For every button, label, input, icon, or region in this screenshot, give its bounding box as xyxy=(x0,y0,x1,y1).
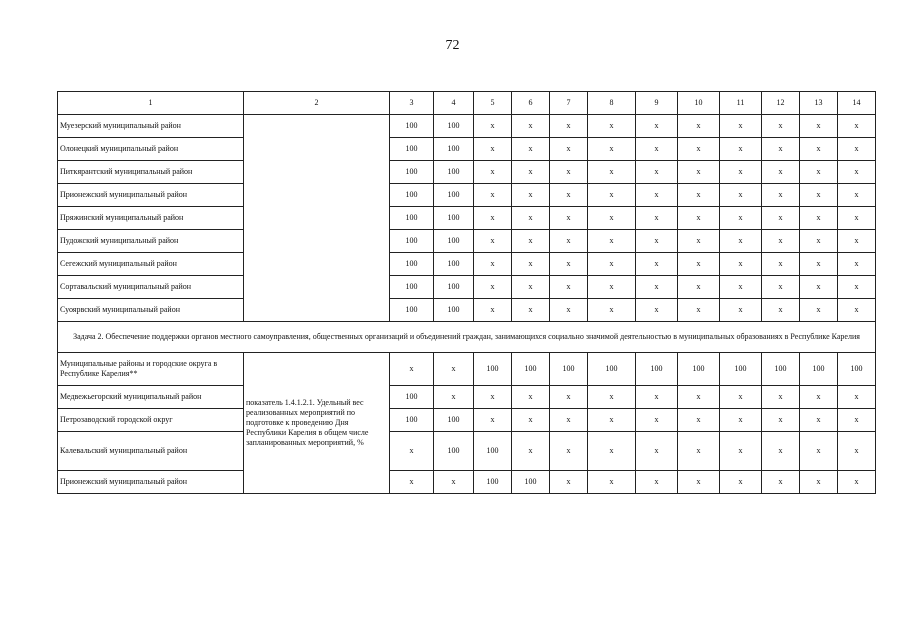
value-cell: х xyxy=(434,386,474,409)
value-cell: х xyxy=(512,207,550,230)
value-cell: х xyxy=(678,184,720,207)
value-cell: х xyxy=(720,386,762,409)
indicator-cell-empty xyxy=(244,115,390,322)
value-cell: х xyxy=(512,409,550,432)
value-cell: х xyxy=(800,161,838,184)
value-cell: х xyxy=(678,386,720,409)
value-cell: х xyxy=(838,386,876,409)
value-cell: х xyxy=(636,253,678,276)
district-name: Пряжинский муниципальный район xyxy=(58,207,244,230)
value-cell: х xyxy=(762,253,800,276)
table-row xyxy=(58,115,876,138)
header-cell: 8 xyxy=(588,92,636,115)
value-cell: х xyxy=(512,115,550,138)
value-cell: х xyxy=(762,409,800,432)
value-cell: х xyxy=(800,276,838,299)
value-cell: 100 xyxy=(390,161,434,184)
value-cell: х xyxy=(512,161,550,184)
value-cell: х xyxy=(762,276,800,299)
value-cell: х xyxy=(678,207,720,230)
value-cell: 100 xyxy=(390,207,434,230)
header-cell: 5 xyxy=(474,92,512,115)
value-cell: 100 xyxy=(434,207,474,230)
table-row xyxy=(58,161,876,184)
task-row xyxy=(58,322,876,353)
value-cell: 100 xyxy=(390,115,434,138)
value-cell: 100 xyxy=(720,353,762,386)
value-cell: х xyxy=(588,138,636,161)
value-cell: х xyxy=(678,115,720,138)
header-cell: 4 xyxy=(434,92,474,115)
value-cell: х xyxy=(720,409,762,432)
value-cell: х xyxy=(474,386,512,409)
value-cell: х xyxy=(838,230,876,253)
district-name: Муниципальные районы и городские округа в Республике Карелия** xyxy=(58,353,244,386)
value-cell: х xyxy=(800,138,838,161)
header-cell: 2 xyxy=(244,92,390,115)
value-cell: х xyxy=(636,184,678,207)
value-cell: 100 xyxy=(512,471,550,494)
value-cell: х xyxy=(636,230,678,253)
table-row xyxy=(58,409,876,432)
header-cell: 6 xyxy=(512,92,550,115)
value-cell: х xyxy=(474,115,512,138)
value-cell: х xyxy=(588,409,636,432)
value-cell: х xyxy=(678,409,720,432)
value-cell: х xyxy=(588,184,636,207)
value-cell: х xyxy=(838,115,876,138)
value-cell: 100 xyxy=(434,432,474,471)
value-cell: х xyxy=(550,471,588,494)
table-row xyxy=(58,207,876,230)
value-cell: х xyxy=(720,207,762,230)
value-cell: х xyxy=(720,276,762,299)
district-name: Прионежский муниципальный район xyxy=(58,184,244,207)
value-cell: х xyxy=(636,138,678,161)
value-cell: х xyxy=(720,299,762,322)
header-cell: 1 xyxy=(58,92,244,115)
value-cell: х xyxy=(550,138,588,161)
value-cell: 100 xyxy=(474,353,512,386)
value-cell: х xyxy=(800,253,838,276)
value-cell: 100 xyxy=(390,386,434,409)
table-row xyxy=(58,386,876,409)
value-cell: х xyxy=(678,253,720,276)
value-cell: х xyxy=(474,230,512,253)
value-cell: х xyxy=(800,115,838,138)
value-cell: 100 xyxy=(474,471,512,494)
table-row xyxy=(58,299,876,322)
value-cell: х xyxy=(838,161,876,184)
table-row xyxy=(58,471,876,494)
header-cell: 13 xyxy=(800,92,838,115)
value-cell: х xyxy=(762,138,800,161)
table-row xyxy=(58,230,876,253)
value-cell: х xyxy=(838,207,876,230)
value-cell: х xyxy=(800,386,838,409)
value-cell: х xyxy=(588,299,636,322)
value-cell: 100 xyxy=(434,115,474,138)
value-cell: 100 xyxy=(678,353,720,386)
district-name: Прионежский муниципальный район xyxy=(58,471,244,494)
value-cell: х xyxy=(588,230,636,253)
value-cell: х xyxy=(678,230,720,253)
value-cell: 100 xyxy=(762,353,800,386)
value-cell: х xyxy=(512,184,550,207)
value-cell: 100 xyxy=(390,138,434,161)
value-cell: 100 xyxy=(390,276,434,299)
value-cell: х xyxy=(588,253,636,276)
value-cell: х xyxy=(636,386,678,409)
value-cell: х xyxy=(550,161,588,184)
value-cell: х xyxy=(550,409,588,432)
value-cell: х xyxy=(720,184,762,207)
header-cell: 12 xyxy=(762,92,800,115)
value-cell: х xyxy=(550,299,588,322)
value-cell: х xyxy=(800,409,838,432)
value-cell: х xyxy=(512,253,550,276)
district-name: Пудожский муниципальный район xyxy=(58,230,244,253)
value-cell: 100 xyxy=(390,299,434,322)
value-cell: 100 xyxy=(434,161,474,184)
value-cell: 100 xyxy=(434,276,474,299)
district-name: Питкярантский муниципальный район xyxy=(58,161,244,184)
value-cell: х xyxy=(636,299,678,322)
value-cell: 100 xyxy=(434,138,474,161)
value-cell: х xyxy=(720,230,762,253)
value-cell: х xyxy=(474,409,512,432)
value-cell: х xyxy=(588,115,636,138)
value-cell: х xyxy=(720,471,762,494)
header-cell: 10 xyxy=(678,92,720,115)
value-cell: х xyxy=(838,276,876,299)
value-cell: х xyxy=(636,161,678,184)
value-cell: х xyxy=(474,207,512,230)
task-title: Задача 2. Обеспечение поддержки органов местного самоуправления, общественных организаций и объединений граждан, занимающихся социально значимой деятельностью в муниципальных образованиях в Республике Карелия xyxy=(58,322,876,353)
value-cell: х xyxy=(588,276,636,299)
district-name: Медвежьегорский муниципальный район xyxy=(58,386,244,409)
value-cell: х xyxy=(474,276,512,299)
value-cell: х xyxy=(720,115,762,138)
value-cell: 100 xyxy=(434,230,474,253)
value-cell: х xyxy=(636,471,678,494)
value-cell: х xyxy=(800,432,838,471)
value-cell: х xyxy=(838,432,876,471)
value-cell: х xyxy=(800,207,838,230)
value-cell: х xyxy=(678,299,720,322)
value-cell: х xyxy=(550,386,588,409)
value-cell: х xyxy=(678,276,720,299)
value-cell: х xyxy=(636,409,678,432)
value-cell: х xyxy=(512,299,550,322)
value-cell: х xyxy=(678,138,720,161)
value-cell: х xyxy=(434,353,474,386)
value-cell: х xyxy=(838,138,876,161)
value-cell: х xyxy=(762,115,800,138)
value-cell: х xyxy=(512,276,550,299)
value-cell: х xyxy=(838,409,876,432)
value-cell: х xyxy=(636,276,678,299)
value-cell: х xyxy=(838,299,876,322)
value-cell: х xyxy=(636,432,678,471)
district-name: Калевальский муниципальный район xyxy=(58,432,244,471)
header-cell: 7 xyxy=(550,92,588,115)
value-cell: х xyxy=(800,471,838,494)
value-cell: 100 xyxy=(636,353,678,386)
indicator-text: показатель 1.4.1.2.1. Удельный вес реализованных мероприятий по подготовке к проведению Дня Республики Карелия в общем числе запланированных мероприятий, % xyxy=(244,353,390,494)
value-cell: х xyxy=(762,386,800,409)
value-cell: х xyxy=(434,471,474,494)
value-cell: х xyxy=(588,432,636,471)
value-cell: х xyxy=(550,432,588,471)
value-cell: х xyxy=(762,299,800,322)
page-number: 72 xyxy=(445,38,460,53)
value-cell: 100 xyxy=(434,184,474,207)
value-cell: х xyxy=(550,253,588,276)
value-cell: х xyxy=(550,184,588,207)
value-cell: х xyxy=(390,471,434,494)
value-cell: х xyxy=(588,161,636,184)
value-cell: х xyxy=(474,184,512,207)
table-row xyxy=(58,184,876,207)
data-table xyxy=(57,91,876,494)
value-cell: 100 xyxy=(434,253,474,276)
header-cell: 9 xyxy=(636,92,678,115)
table-row xyxy=(58,432,876,471)
value-cell: х xyxy=(474,299,512,322)
header-cell: 3 xyxy=(390,92,434,115)
value-cell: х xyxy=(720,253,762,276)
value-cell: х xyxy=(762,184,800,207)
district-name: Олонецкий муниципальный район xyxy=(58,138,244,161)
value-cell: 100 xyxy=(390,184,434,207)
value-cell: х xyxy=(762,230,800,253)
district-name: Сортавальский муниципальный район xyxy=(58,276,244,299)
district-name: Сегежский муниципальный район xyxy=(58,253,244,276)
value-cell: 100 xyxy=(434,409,474,432)
district-name: Петрозаводский городской округ xyxy=(58,409,244,432)
value-cell: 100 xyxy=(588,353,636,386)
value-cell: х xyxy=(678,432,720,471)
value-cell: х xyxy=(550,115,588,138)
header-row xyxy=(58,92,876,115)
value-cell: х xyxy=(762,432,800,471)
value-cell: х xyxy=(512,386,550,409)
value-cell: х xyxy=(512,230,550,253)
district-name: Суоярвский муниципальный район xyxy=(58,299,244,322)
value-cell: 100 xyxy=(512,353,550,386)
table-row xyxy=(58,353,876,386)
value-cell: х xyxy=(800,184,838,207)
value-cell: х xyxy=(720,432,762,471)
table-row xyxy=(58,138,876,161)
value-cell: 100 xyxy=(800,353,838,386)
value-cell: х xyxy=(636,207,678,230)
table-row xyxy=(58,253,876,276)
value-cell: х xyxy=(762,471,800,494)
value-cell: х xyxy=(588,207,636,230)
value-cell: х xyxy=(588,471,636,494)
value-cell: х xyxy=(390,432,434,471)
district-name: Муезерский муниципальный район xyxy=(58,115,244,138)
value-cell: х xyxy=(474,138,512,161)
header-cell: 11 xyxy=(720,92,762,115)
value-cell: х xyxy=(550,230,588,253)
value-cell: 100 xyxy=(550,353,588,386)
header-cell: 14 xyxy=(838,92,876,115)
value-cell: 100 xyxy=(390,409,434,432)
table-row xyxy=(58,276,876,299)
value-cell: х xyxy=(512,138,550,161)
value-cell: х xyxy=(390,353,434,386)
value-cell: х xyxy=(550,276,588,299)
value-cell: х xyxy=(762,161,800,184)
value-cell: х xyxy=(838,253,876,276)
value-cell: х xyxy=(678,161,720,184)
value-cell: х xyxy=(636,115,678,138)
value-cell: х xyxy=(588,386,636,409)
value-cell: х xyxy=(550,207,588,230)
value-cell: 100 xyxy=(838,353,876,386)
value-cell: 100 xyxy=(474,432,512,471)
value-cell: 100 xyxy=(390,253,434,276)
value-cell: х xyxy=(720,161,762,184)
value-cell: 100 xyxy=(390,230,434,253)
value-cell: х xyxy=(800,230,838,253)
value-cell: х xyxy=(838,471,876,494)
value-cell: х xyxy=(474,253,512,276)
value-cell: х xyxy=(762,207,800,230)
value-cell: 100 xyxy=(434,299,474,322)
value-cell: х xyxy=(800,299,838,322)
value-cell: х xyxy=(474,161,512,184)
value-cell: х xyxy=(512,432,550,471)
value-cell: х xyxy=(678,471,720,494)
value-cell: х xyxy=(838,184,876,207)
value-cell: х xyxy=(720,138,762,161)
